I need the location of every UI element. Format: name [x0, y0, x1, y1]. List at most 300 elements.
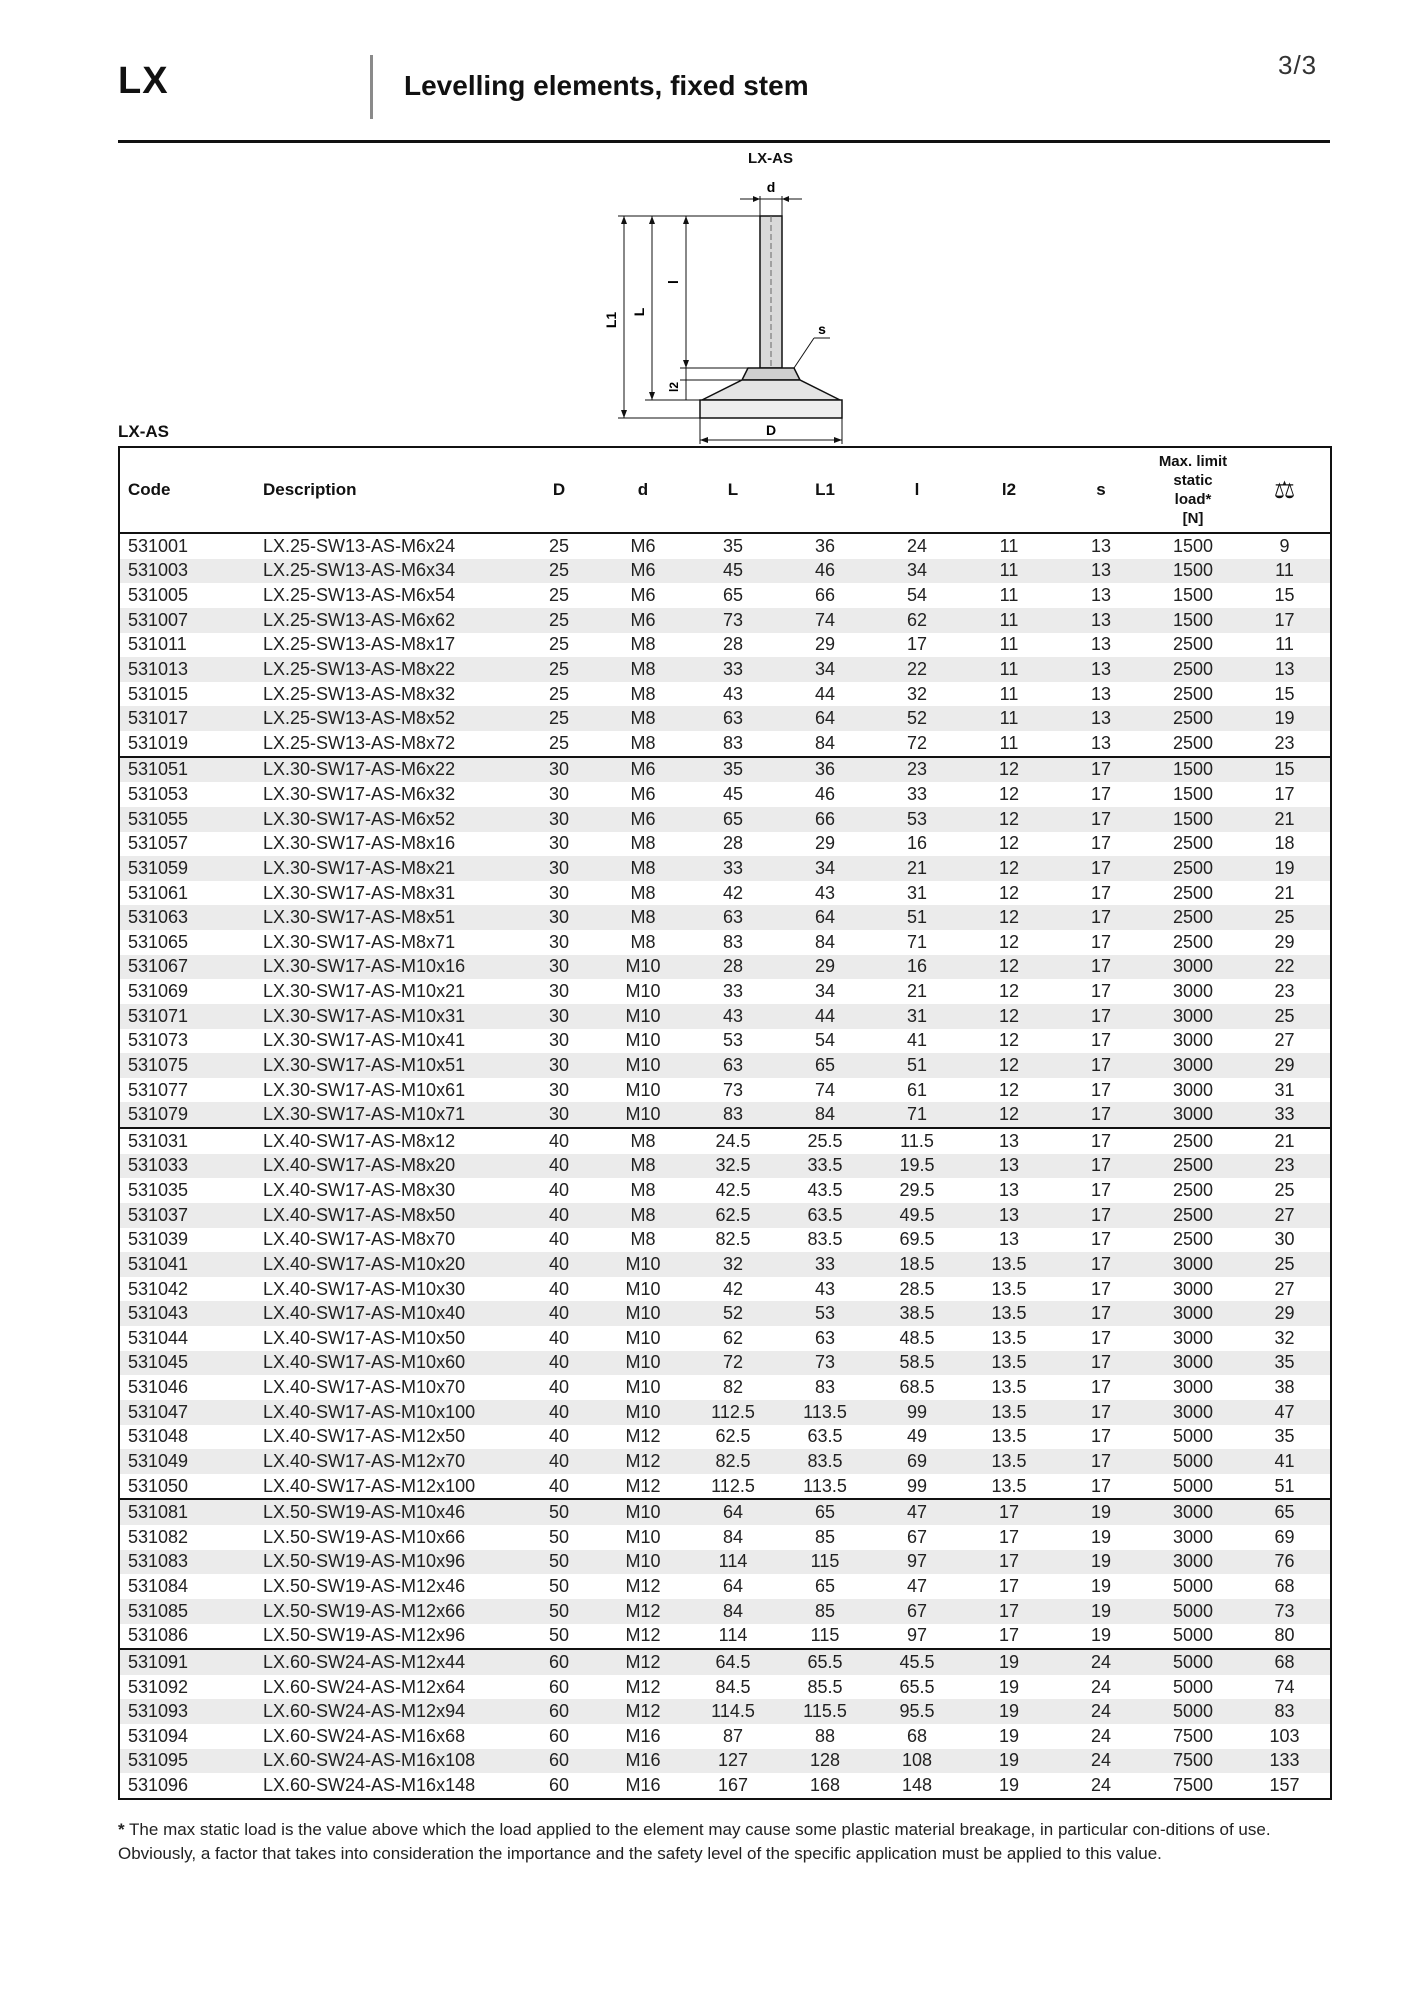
cell-max-load: 2500 [1147, 905, 1239, 930]
cell-weight: 21 [1274, 882, 1295, 903]
cell-weight: 27 [1274, 1278, 1295, 1299]
cell-s: 17 [1055, 1004, 1147, 1029]
table-row [119, 1499, 1331, 1525]
cell-L1: 113.5 [803, 1475, 847, 1496]
cell-L: 32 [687, 1252, 779, 1277]
cell-s: 17 [1055, 1351, 1147, 1376]
cell-L: 62 [722, 1327, 744, 1348]
cell-L: 53 [722, 1030, 744, 1051]
cell-l2: 13.5 [963, 1301, 1055, 1326]
cell-d: M16 [625, 1725, 661, 1746]
cell-l2: 12 [963, 1004, 1055, 1029]
cell-l2: 13 [998, 1229, 1020, 1250]
page-title: Levelling elements, fixed stem [404, 70, 809, 101]
cell-L1: 84 [814, 732, 836, 753]
cell-s: 24 [1055, 1649, 1147, 1675]
cell-L1: 43 [814, 1278, 836, 1299]
cell-s: 19 [1090, 1526, 1112, 1547]
cell-max-load: 2500 [1172, 1229, 1214, 1250]
cell-description: LX.30-SW17-AS-M10x16 [255, 955, 519, 980]
cell-weight: 29 [1239, 1301, 1331, 1326]
cell-D: 40 [519, 1449, 599, 1474]
cell-description: LX.30-SW17-AS-M6x22 [255, 757, 519, 783]
table-row [119, 955, 1331, 980]
cell-weight: 68 [1239, 1649, 1331, 1675]
cell-l2: 11 [999, 683, 1019, 704]
cell-description: LX.30-SW17-AS-M8x51 [255, 905, 519, 930]
cell-D: 25 [548, 535, 570, 556]
cell-l2: 12 [998, 981, 1020, 1002]
cell-d: M8 [599, 657, 687, 682]
cell-weight: 73 [1239, 1599, 1331, 1624]
cell-d: M12 [625, 1676, 661, 1697]
cell-L: 63 [687, 1053, 779, 1078]
table-row [119, 856, 1331, 881]
cell-D: 50 [519, 1499, 599, 1525]
cell-s: 13 [1055, 657, 1147, 682]
cell-L1: 66 [814, 585, 836, 606]
cell-weight: 18 [1274, 833, 1295, 854]
cell-L: 167 [717, 1775, 749, 1796]
cell-max-load: 1500 [1147, 807, 1239, 832]
cell-D: 40 [519, 1128, 599, 1154]
table-row [119, 1053, 1331, 1078]
cell-l: 68 [906, 1725, 928, 1746]
col-header-description: Description [255, 447, 519, 533]
cell-s: 13 [1090, 535, 1112, 556]
cell-l: 62 [871, 608, 963, 633]
cell-code: 531082 [128, 1526, 189, 1547]
cell-l: 65.5 [899, 1676, 935, 1697]
col-header-D: D [519, 447, 599, 533]
base-pad-shape [700, 400, 842, 418]
cell-weight: 23 [1274, 981, 1295, 1002]
table-row [119, 757, 1331, 783]
cell-s: 17 [1055, 807, 1147, 832]
cell-L: 87 [722, 1725, 744, 1746]
cell-L: 112.5 [711, 1475, 755, 1496]
dim-s-label: s [818, 321, 826, 337]
cell-L1: 113.5 [779, 1400, 871, 1425]
cell-l: 54 [906, 585, 928, 606]
cell-weight: 35 [1239, 1351, 1331, 1376]
cell-l: 51 [871, 1053, 963, 1078]
cell-L1: 74 [779, 608, 871, 633]
cell-max-load: 3000 [1172, 981, 1214, 1002]
table-row [119, 1599, 1331, 1624]
cell-description: LX.30-SW17-AS-M6x52 [255, 807, 519, 832]
dim-l2-label: l2 [667, 381, 681, 393]
cell-description: LX.40-SW17-AS-M8x12 [255, 1128, 519, 1154]
cell-D: 30 [519, 757, 599, 783]
cell-L1: 74 [814, 1079, 836, 1100]
cell-s: 13 [1090, 634, 1112, 655]
cell-l2: 19 [998, 1725, 1020, 1746]
cell-s: 13 [1090, 732, 1112, 753]
cell-description: LX.50-SW19-AS-M10x46 [255, 1499, 519, 1525]
cell-weight: 133 [1239, 1749, 1331, 1774]
cell-description: LX.40-SW17-AS-M10x30 [263, 1278, 466, 1299]
cell-max-load: 2500 [1172, 634, 1214, 655]
cell-l: 29.5 [899, 1180, 935, 1201]
cell-L1: 83.5 [779, 1449, 871, 1474]
cell-code: 531059 [119, 856, 255, 881]
cell-weight: 17 [1274, 784, 1295, 805]
table-label: LX-AS [118, 422, 169, 441]
table-row [119, 608, 1331, 633]
cell-code: 531055 [119, 807, 255, 832]
cell-l2: 17 [998, 1576, 1020, 1597]
table-row [119, 1301, 1331, 1326]
cell-s: 17 [1055, 1203, 1147, 1228]
cell-l2: 12 [998, 1079, 1020, 1100]
cell-weight: 35 [1274, 1426, 1295, 1447]
cell-D: 40 [519, 1252, 599, 1277]
cell-l2: 13 [963, 1154, 1055, 1179]
dim-L-label: L [631, 307, 647, 317]
cell-d: M10 [599, 1004, 687, 1029]
cell-L1: 34 [814, 981, 836, 1002]
table-row [119, 930, 1331, 955]
cell-s: 19 [1055, 1599, 1147, 1624]
cell-L: 42.5 [715, 1180, 751, 1201]
cell-description: LX.60-SW24-AS-M12x44 [255, 1649, 519, 1675]
cell-l: 49.5 [871, 1203, 963, 1228]
cell-L: 43 [687, 1004, 779, 1029]
cell-max-load: 3000 [1172, 1526, 1214, 1547]
cell-L: 64 [687, 1499, 779, 1525]
cell-max-load: 1500 [1147, 757, 1239, 783]
cell-l: 52 [871, 706, 963, 731]
cell-l2: 13.5 [963, 1252, 1055, 1277]
cell-description: LX.40-SW17-AS-M10x20 [255, 1252, 519, 1277]
table-row [119, 1351, 1331, 1376]
cell-description: LX.25-SW13-AS-M8x52 [255, 706, 519, 731]
cell-l: 51 [871, 905, 963, 930]
cell-d: M12 [599, 1599, 687, 1624]
cell-description: LX.40-SW17-AS-M10x100 [255, 1400, 519, 1425]
cell-d: M10 [599, 1053, 687, 1078]
cell-description: LX.40-SW17-AS-M12x100 [263, 1475, 476, 1496]
cell-code: 531065 [128, 931, 189, 952]
cell-D: 30 [519, 1053, 599, 1078]
cell-s: 13 [1090, 585, 1112, 606]
cell-s: 13 [1090, 683, 1112, 704]
cell-description: LX.30-SW17-AS-M8x71 [263, 931, 456, 952]
cell-weight: 29 [1274, 931, 1295, 952]
cell-d: M6 [599, 559, 687, 584]
cell-L: 42 [722, 1278, 744, 1299]
cell-code: 531035 [128, 1180, 189, 1201]
cell-D: 40 [548, 1426, 570, 1447]
cell-description: LX.50-SW19-AS-M12x66 [255, 1599, 519, 1624]
cell-L: 84.5 [715, 1676, 751, 1697]
cell-L: 114 [687, 1550, 779, 1575]
cell-L1: 29 [779, 955, 871, 980]
cell-l: 45.5 [871, 1649, 963, 1675]
cell-D: 25 [519, 706, 599, 731]
cell-l: 17 [906, 634, 928, 655]
cell-s: 17 [1055, 955, 1147, 980]
cell-max-load: 3000 [1172, 1327, 1214, 1348]
cell-max-load: 5000 [1172, 1625, 1214, 1646]
cell-L: 83 [722, 732, 744, 753]
cell-d: M12 [599, 1649, 687, 1675]
cell-l2: 12 [963, 955, 1055, 980]
cell-code: 531031 [119, 1128, 255, 1154]
cell-L1: 43 [814, 882, 836, 903]
cell-d: M10 [625, 1526, 661, 1547]
cell-code: 531037 [119, 1203, 255, 1228]
cell-D: 50 [548, 1625, 570, 1646]
cell-d: M8 [630, 683, 656, 704]
cell-weight: 25 [1239, 1004, 1331, 1029]
cell-D: 40 [548, 1229, 570, 1250]
cell-d: M8 [630, 732, 656, 753]
cell-d: M10 [625, 1377, 661, 1398]
cell-D: 25 [519, 657, 599, 682]
cell-max-load: 2500 [1172, 882, 1214, 903]
cell-d: M10 [599, 1351, 687, 1376]
cell-l: 11.5 [871, 1128, 963, 1154]
cell-description: LX.25-SW13-AS-M6x62 [255, 608, 519, 633]
cell-L1: 64 [779, 706, 871, 731]
cell-D: 40 [548, 1180, 570, 1201]
cell-l2: 12 [963, 1053, 1055, 1078]
cell-code: 531051 [119, 757, 255, 783]
col-header-s: s [1055, 447, 1147, 533]
cell-code: 531045 [119, 1351, 255, 1376]
cell-code: 531039 [128, 1229, 189, 1250]
cell-s: 13 [1055, 706, 1147, 731]
cell-l: 97 [871, 1550, 963, 1575]
cell-D: 30 [548, 833, 570, 854]
cell-L: 112.5 [687, 1400, 779, 1425]
cell-code: 531073 [128, 1030, 189, 1051]
cell-L1: 168 [809, 1775, 841, 1796]
cell-description: LX.60-SW24-AS-M12x94 [255, 1699, 519, 1724]
cell-description: LX.50-SW19-AS-M12x96 [263, 1625, 466, 1646]
cell-L: 62.5 [687, 1203, 779, 1228]
cell-D: 30 [519, 905, 599, 930]
cell-l: 72 [906, 732, 928, 753]
cell-code: 531033 [119, 1154, 255, 1179]
page-number: 3/3 [1278, 50, 1318, 80]
cell-L1: 63.5 [807, 1426, 843, 1447]
cell-L: 72 [687, 1351, 779, 1376]
cell-D: 25 [548, 634, 570, 655]
cell-code: 531057 [128, 833, 189, 854]
cell-description: LX.40-SW17-AS-M12x70 [255, 1449, 519, 1474]
max-load-line-3: load* [1174, 491, 1212, 508]
cell-l2: 11 [963, 706, 1055, 731]
cell-D: 25 [548, 732, 570, 753]
table-row [119, 583, 1331, 608]
table-row [119, 1078, 1331, 1103]
cell-L: 45 [722, 784, 744, 805]
table-row [119, 559, 1331, 584]
cell-code: 531048 [128, 1426, 189, 1447]
table-row [119, 1773, 1331, 1799]
cell-L: 83 [687, 1102, 779, 1128]
cell-description: LX.30-SW17-AS-M10x71 [255, 1102, 519, 1128]
table-row [119, 1004, 1331, 1029]
cell-s: 13 [1055, 559, 1147, 584]
col-header-l2: l2 [963, 447, 1055, 533]
cell-D: 60 [548, 1676, 570, 1697]
cell-L1: 46 [779, 559, 871, 584]
cell-L1: 83 [814, 1377, 836, 1398]
cell-D: 40 [548, 1475, 570, 1496]
cell-l2: 13.5 [991, 1475, 1027, 1496]
cell-d: M8 [599, 1203, 687, 1228]
cell-code: 531044 [128, 1327, 189, 1348]
cell-d: M10 [599, 1400, 687, 1425]
cell-max-load: 1500 [1147, 559, 1239, 584]
cell-description: LX.40-SW17-AS-M10x50 [263, 1327, 466, 1348]
cell-code: 531046 [128, 1377, 189, 1398]
cell-D: 30 [519, 856, 599, 881]
cell-l2: 11 [999, 634, 1019, 655]
cell-weight: 31 [1274, 1079, 1295, 1100]
cell-description: LX.25-SW13-AS-M8x72 [263, 732, 456, 753]
col-header-code: Code [119, 447, 255, 533]
cell-d: M8 [630, 931, 656, 952]
cell-max-load: 2500 [1147, 856, 1239, 881]
cell-weight: 83 [1239, 1699, 1331, 1724]
cell-max-load: 7500 [1172, 1775, 1214, 1796]
cell-d: M10 [599, 1252, 687, 1277]
cell-l: 148 [901, 1775, 933, 1796]
cell-l: 32 [906, 683, 928, 704]
cell-l: 48.5 [899, 1327, 935, 1348]
cell-D: 50 [519, 1599, 599, 1624]
cell-L1: 29 [814, 833, 836, 854]
cell-l: 31 [871, 1004, 963, 1029]
cell-L: 82.5 [715, 1229, 751, 1250]
cell-description: LX.30-SW17-AS-M10x41 [263, 1030, 466, 1051]
cell-s: 17 [1090, 1327, 1112, 1348]
cell-L: 114 [718, 1625, 748, 1646]
cell-description: LX.30-SW17-AS-M8x21 [255, 856, 519, 881]
cell-max-load: 2500 [1172, 931, 1214, 952]
cell-l2: 13.5 [963, 1351, 1055, 1376]
cell-L1: 33 [779, 1252, 871, 1277]
table-row [119, 1102, 1331, 1128]
cell-code: 531011 [128, 634, 187, 655]
cell-L: 28 [722, 634, 744, 655]
cell-weight: 11 [1275, 634, 1294, 655]
cell-L1: 25.5 [779, 1128, 871, 1154]
cell-L: 32.5 [687, 1154, 779, 1179]
cell-l2: 12 [998, 833, 1020, 854]
cell-s: 17 [1090, 784, 1112, 805]
footnote-star: * [118, 1820, 125, 1839]
cell-L: 33 [722, 981, 744, 1002]
cell-description: LX.30-SW17-AS-M10x21 [263, 981, 466, 1002]
cell-max-load: 3000 [1147, 1004, 1239, 1029]
footnote [118, 1818, 1330, 1866]
cell-d: M8 [599, 1154, 687, 1179]
cell-weight: 103 [1269, 1725, 1300, 1746]
cell-max-load: 1500 [1172, 535, 1214, 556]
cell-l2: 19 [998, 1676, 1020, 1697]
cell-max-load: 2500 [1172, 833, 1214, 854]
cell-code: 531084 [128, 1576, 189, 1597]
cell-D: 60 [519, 1649, 599, 1675]
max-load-line-4: [N] [1182, 510, 1204, 527]
cell-L: 28 [722, 833, 744, 854]
cell-max-load: 2500 [1147, 1154, 1239, 1179]
cell-l: 22 [871, 657, 963, 682]
cell-s: 19 [1055, 1499, 1147, 1525]
cell-l: 47 [906, 1576, 928, 1597]
cell-code: 531049 [119, 1449, 255, 1474]
cell-weight: 13 [1239, 657, 1331, 682]
cell-l: 19.5 [871, 1154, 963, 1179]
cell-s: 17 [1055, 1449, 1147, 1474]
cell-code: 531096 [128, 1775, 189, 1796]
cell-D: 25 [519, 608, 599, 633]
cell-s: 17 [1055, 1154, 1147, 1179]
max-load-line-1: Max. limit [1158, 453, 1228, 470]
cell-d: M10 [625, 981, 661, 1002]
cell-weight: 76 [1239, 1550, 1331, 1575]
cell-l2: 17 [998, 1526, 1020, 1547]
cell-l: 58.5 [871, 1351, 963, 1376]
cell-code: 531053 [128, 784, 189, 805]
cell-L: 33 [687, 657, 779, 682]
cell-d: M6 [630, 784, 656, 805]
cell-l: 71 [871, 1102, 963, 1128]
cell-L1: 83.5 [807, 1229, 843, 1250]
cell-description: LX.30-SW17-AS-M8x31 [263, 882, 456, 903]
cell-D: 60 [548, 1775, 570, 1796]
cell-description: LX.25-SW13-AS-M6x54 [263, 585, 456, 606]
cell-D: 50 [548, 1576, 570, 1597]
table-row [119, 1574, 1331, 1599]
cell-code: 531013 [119, 657, 255, 682]
cell-max-load: 3000 [1147, 1499, 1239, 1525]
cell-l: 49 [906, 1426, 928, 1447]
cell-L1: 44 [814, 683, 836, 704]
cell-description: LX.30-SW17-AS-M10x51 [255, 1053, 519, 1078]
cell-code: 531094 [128, 1725, 189, 1746]
cell-max-load: 5000 [1147, 1449, 1239, 1474]
cell-L: 83 [722, 931, 744, 952]
cell-d: M12 [625, 1625, 661, 1646]
cell-l2: 17 [963, 1499, 1055, 1525]
footnote-text: The max static load is the value above which the load applied to the element may cause some plastic material breakage, in particular con-ditions of use. Obviously, a factor that takes into consideration the importance and the safety level of the specific application must be applied to this value. [118, 1820, 1271, 1863]
cell-l: 47 [871, 1499, 963, 1525]
cell-D: 40 [519, 1301, 599, 1326]
table-row [119, 1178, 1331, 1203]
cell-code: 531019 [128, 732, 189, 753]
cell-max-load: 3000 [1147, 1351, 1239, 1376]
cell-l: 28.5 [899, 1278, 935, 1299]
cell-s: 17 [1055, 1301, 1147, 1326]
cell-s: 17 [1090, 1426, 1112, 1447]
cell-max-load: 3000 [1147, 1053, 1239, 1078]
cell-l2: 13.5 [991, 1426, 1027, 1447]
cell-weight: 27 [1274, 1030, 1295, 1051]
table-row [119, 1228, 1331, 1253]
cell-D: 30 [548, 981, 570, 1002]
cell-L: 64.5 [687, 1649, 779, 1675]
cell-max-load: 3000 [1172, 1278, 1214, 1299]
cell-L1: 29 [814, 634, 836, 655]
cell-l2: 13.5 [963, 1400, 1055, 1425]
